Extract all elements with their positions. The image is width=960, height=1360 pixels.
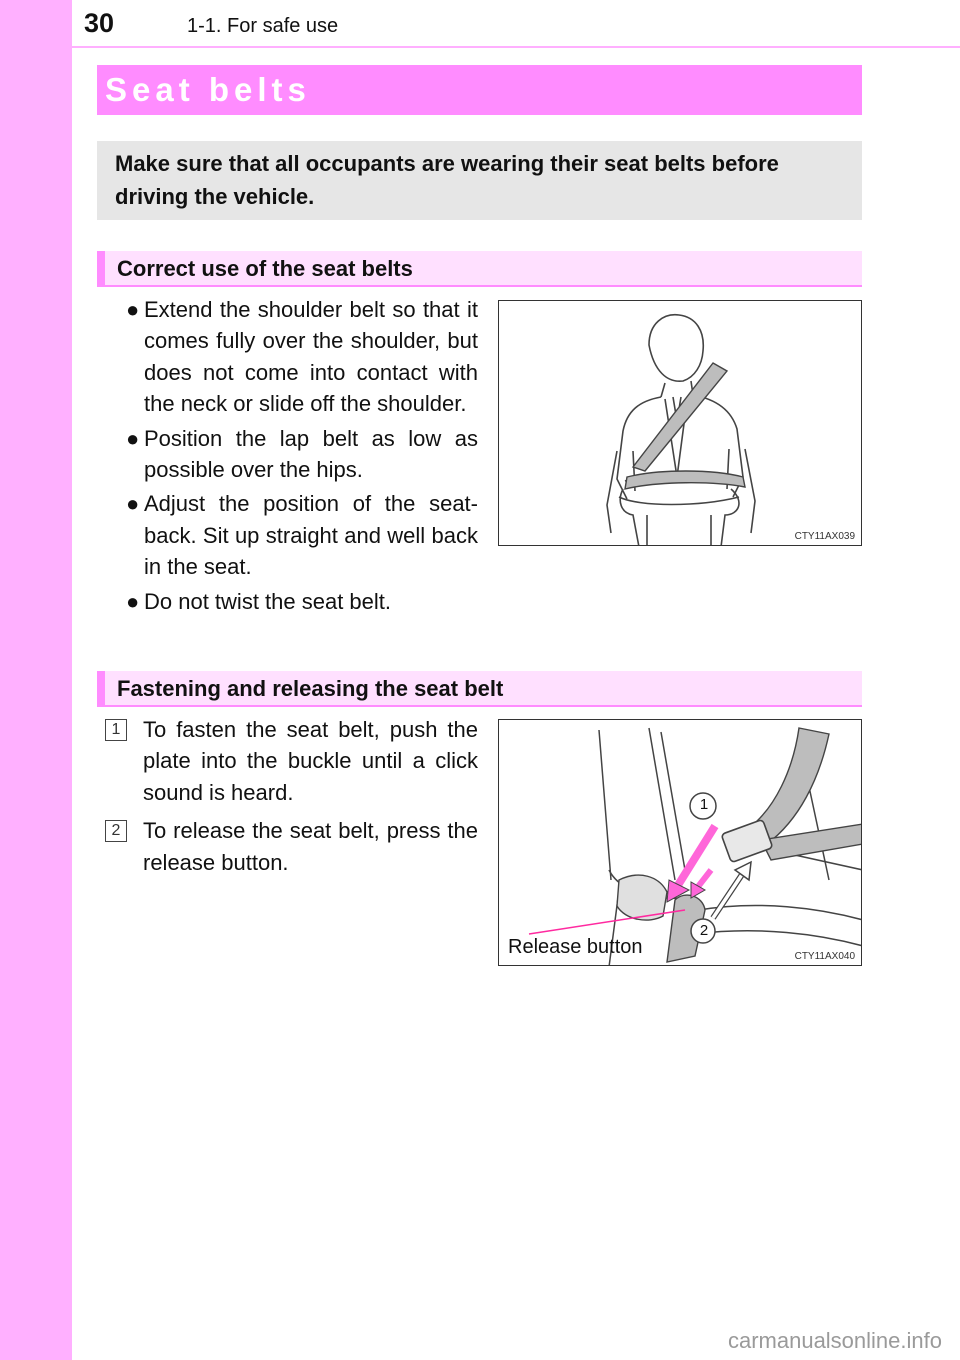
callout-2: 2 (699, 922, 709, 939)
step-number: 1 (105, 719, 127, 741)
step-item: 2 To release the seat belt, press the release button. (105, 815, 478, 878)
release-button-label: Release button (508, 936, 643, 958)
bullet-icon: ● (126, 425, 140, 451)
side-tab (0, 0, 72, 1360)
list-item: ● Do not twist the seat belt. (127, 586, 478, 617)
list-item: ● Position the lap belt as low as possible over the hips. (127, 423, 478, 486)
step-number: 2 (105, 820, 127, 842)
list-item: ● Adjust the position of the seat-back. Sit up straight and well back in the seat. (127, 488, 478, 582)
callout-1: 1 (699, 796, 709, 813)
subheading-fastening: Fastening and releasing the seat belt (97, 671, 862, 707)
seated-driver-illustration (499, 301, 862, 546)
intro-notice: Make sure that all occupants are wearing their seat belts before driving the vehicle. (97, 141, 862, 220)
correct-use-list (127, 294, 478, 620)
figure-code: CTY11AX039 (794, 531, 855, 542)
watermark: carmanualsonline.info (727, 1328, 942, 1353)
page-title: Seat belts (97, 65, 862, 115)
figure-buckle (498, 719, 862, 966)
figure-seated-driver (498, 300, 862, 546)
list-item: ● Extend the shoulder belt so that it comes fully over the shoulder, but does not come into contact with the neck or slide off the shoulder. (127, 294, 478, 420)
header-divider (72, 46, 960, 48)
bullet-icon: ● (126, 588, 140, 614)
figure-code: CTY11AX040 (794, 951, 855, 962)
subheading-correct-use: Correct use of the seat belts (97, 251, 862, 287)
bullet-icon: ● (126, 491, 140, 517)
buckle-illustration (499, 720, 862, 966)
section-breadcrumb: 1-1. For safe use (187, 15, 339, 37)
bullet-icon: ● (126, 297, 140, 322)
step-item: 1 To fasten the seat belt, push the plate into the buckle until a click sound is heard. (105, 714, 478, 808)
page-number: 30 (84, 8, 115, 38)
fastening-steps (105, 714, 478, 885)
